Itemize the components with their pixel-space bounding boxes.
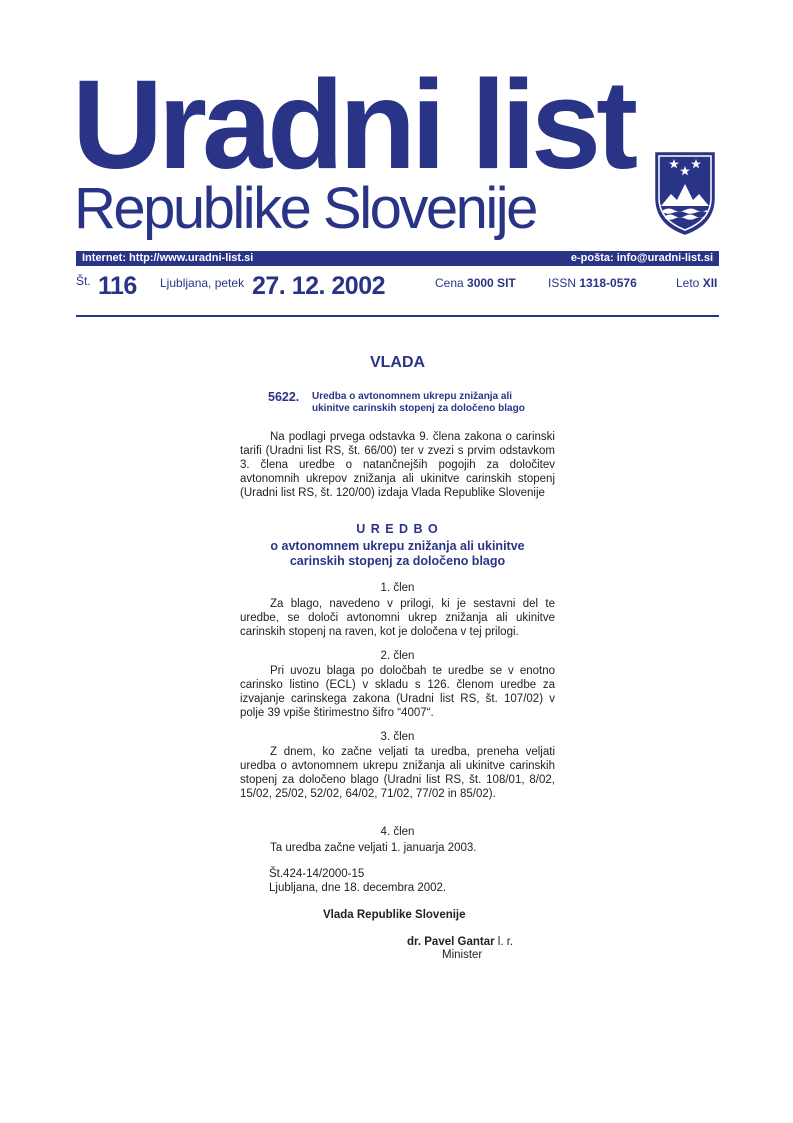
item-title xyxy=(312,391,525,415)
coat-of-arms-icon xyxy=(652,150,718,236)
issn-value: 1318-0576 xyxy=(579,276,637,290)
article-text xyxy=(240,664,555,720)
internet-link[interactable]: Internet: http://www.uradni-list.si xyxy=(82,252,254,264)
article-text xyxy=(240,745,555,801)
item-title-line1: Uredba o avtonomnem ukrepu znižanja ali xyxy=(312,391,513,402)
masthead-title: Uradni list xyxy=(72,54,634,195)
article-2-text: Pri uvozu blaga po določbah te uredbe se v enotno carinsko listino (ECL) v skladu s 126. členom uredbe za izvajanje carinskega zakona (Uradni list RS, št. 107/02) v polje 39 vpiše štirimestno šifro “4007“. xyxy=(240,665,555,719)
article-3-text: Z dnem, ko začne veljati ta uredba, preneha veljati uredba o avtonomnem ukrepu znižanja ali ukinitve carinskih stopenj za določeno blago (Uradni list RS, št. 108/01, 8/02, 15/02, 25/02, 52/02, 64/02, 71/02, 77/02 in 85/02). xyxy=(240,746,555,800)
issue-number-label: Št. xyxy=(76,274,91,288)
masthead-subtitle: Republike Slovenije xyxy=(74,176,536,241)
signatory xyxy=(407,935,513,949)
price-label: Cena xyxy=(435,276,464,290)
price xyxy=(435,276,516,290)
masthead-bar xyxy=(76,251,719,266)
year-value: XII xyxy=(702,276,718,290)
issue-date: 27. 12. 2002 xyxy=(252,272,386,300)
article-text xyxy=(240,597,555,639)
item-title-line2: ukinitve carinskih stopenj za določeno blago xyxy=(312,403,525,414)
decree-subtitle xyxy=(240,539,555,569)
intro-paragraph xyxy=(240,430,555,500)
reference-number: Št.424-14/2000-15 xyxy=(269,868,365,880)
place-date: Ljubljana, dne 18. decembra 2002. xyxy=(269,882,447,894)
article-text xyxy=(240,841,555,855)
issn-label: ISSN xyxy=(548,276,577,290)
place-day: Ljubljana, petek xyxy=(160,276,245,290)
decree-subtitle-line2: carinskih stopenj za določeno blago xyxy=(289,554,506,568)
header-divider xyxy=(76,315,719,317)
article-label: 4. člen xyxy=(380,826,415,838)
article-label: 1. člen xyxy=(380,582,415,594)
year-label: Leto xyxy=(676,276,700,290)
year xyxy=(676,276,717,290)
email-link[interactable]: e-pošta: info@uradni-list.si xyxy=(570,252,713,264)
section-heading: VLADA xyxy=(369,354,426,371)
issue-number: 116 xyxy=(98,272,137,300)
signatory-suffix: l. r. xyxy=(497,936,514,948)
signatory-role: Minister xyxy=(442,949,483,961)
item-number: 5622. xyxy=(268,390,300,404)
article-label: 3. člen xyxy=(380,731,415,743)
signatory-name: dr. Pavel Gantar xyxy=(407,936,495,948)
price-value: 3000 SIT xyxy=(467,276,516,290)
issuer: Vlada Republike Slovenije xyxy=(323,909,466,921)
article-label: 2. člen xyxy=(380,650,415,662)
intro-text: Na podlagi prvega odstavka 9. člena zakona o carinski tarifi (Uradni list RS, št. 66/00) ter v zvezi s prvim odstavkom 3. člena uredbe o natančnejših pogojih za določitev avtonomnih ukrepov znižanja ali ukinitve carinskih stopenj (Uradni list RS, št. 120/00) izdaja Vlada Republike Slovenije xyxy=(240,431,555,499)
decree-subtitle-line1: o avtonomnem ukrepu znižanja ali ukinitve xyxy=(270,539,525,553)
issn xyxy=(548,276,637,290)
decree-title: U R E D B O xyxy=(356,522,439,536)
article-1-text: Za blago, navedeno v prilogi, ki je sestavni del te uredbe, se določi avtonomni ukrep znižanja ali ukinitve carinskih stopenj na raven, kot je določena v tej prilogi. xyxy=(240,598,555,638)
article-4-text: Ta uredba začne veljati 1. januarja 2003. xyxy=(270,842,477,854)
